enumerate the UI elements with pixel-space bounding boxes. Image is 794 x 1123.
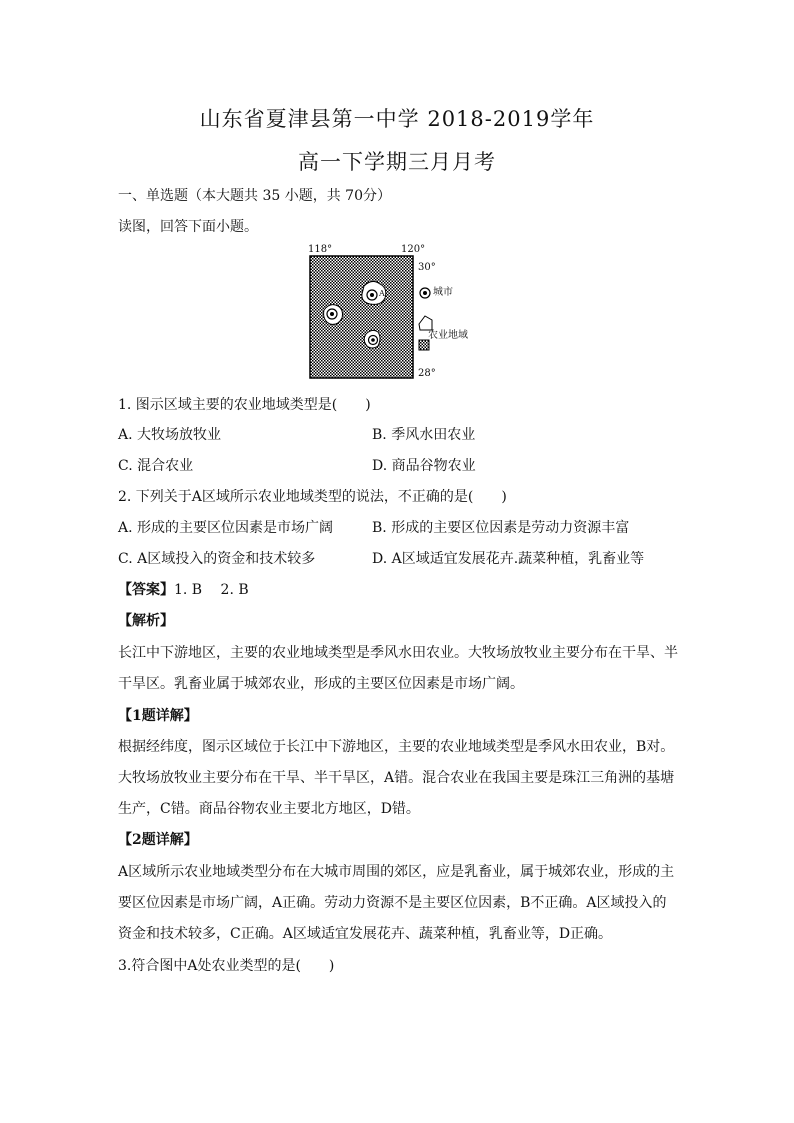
intro-text: 读图，回答下面小题。 [118,219,258,235]
q1-option-c: C. 混合农业 [118,458,194,474]
point-a-label: A [379,289,385,298]
section-heading: 一、单选题（本大题共 35 小题，共 70分） [118,188,391,204]
detail2-line: A区域所示农业地域类型分布在大城市周围的郊区，应是乳畜业，属于城郊农业，形成的主 [118,864,675,880]
detail1-line: 大牧场放牧业主要分布在干旱、半干旱区，A错。混合农业在我国主要是珠江三角洲的基塘 [118,770,675,786]
legend-city-label: 城市 [433,287,453,298]
map-svg [306,240,482,386]
analysis-label: 【解析】 [118,613,174,629]
answer-text: 1. B 2. B [174,582,249,598]
answer-label: 【答案】 [118,582,174,598]
answer-line [118,580,249,600]
map-figure [306,240,482,386]
detail2-line: 资金和技术较多，C正确。A区域适宜发展花卉、蔬菜种植，乳畜业等，D正确。 [118,926,613,942]
analysis-line: 长江中下游地区，主要的农业地域类型是季风水田农业。大牧场放牧业主要分布在干旱、半 [118,645,678,661]
q1-stem: 1. 图示区域主要的农业地域类型是( ) [118,397,371,413]
q2-stem: 2. 下列关于A区域所示农业地域类型的说法，不正确的是( ) [118,489,507,505]
q1-option-a: A. 大牧场放牧业 [118,427,222,443]
lon-left-label: 118° [308,244,333,255]
q3-stem: 3.符合图中A处农业类型的是( ) [118,958,335,974]
legend-agri-zone-icon [419,316,432,330]
q2-option-a: A. 形成的主要区位因素是市场广阔 [118,520,334,536]
detail1-line: 生产，C错。商品谷物农业主要北方地区，D错。 [118,801,420,817]
q2-option-b: B. 形成的主要区位因素是劳动力资源丰富 [372,520,630,536]
q1-option-b: B. 季风水田农业 [372,427,476,443]
q2-option-d: D. A区域适宜发展花卉.蔬菜种植，乳畜业等 [372,551,645,567]
analysis-line: 干旱区。乳畜业属于城郊农业，形成的主要区位因素是市场广阔。 [118,676,524,692]
doc-title-line1: 山东省夏津县第一中学 2018-2019学年 [199,107,595,131]
legend-agri-label: 农业地域 [428,330,468,341]
q2-option-c: C. A区域投入的资金和技术较多 [118,551,316,567]
lat-bottom-label: 28° [418,368,436,379]
doc-title-line2: 高一下学期三月月考 [298,150,496,174]
detail2-line: 要区位因素是市场广阔，A正确。劳动力资源不是主要区位因素，B不正确。A区域投入的 [118,895,667,911]
lon-right-label: 120° [401,244,426,255]
detail2-label: 【2题详解】 [118,832,198,848]
detail1-label: 【1题详解】 [118,708,198,724]
lat-top-label: 30° [418,262,436,273]
detail1-line: 根据经纬度，图示区域位于长江中下游地区，主要的农业地域类型是季风水田农业，B对。 [118,739,675,755]
q1-option-d: D. 商品谷物农业 [372,458,476,474]
